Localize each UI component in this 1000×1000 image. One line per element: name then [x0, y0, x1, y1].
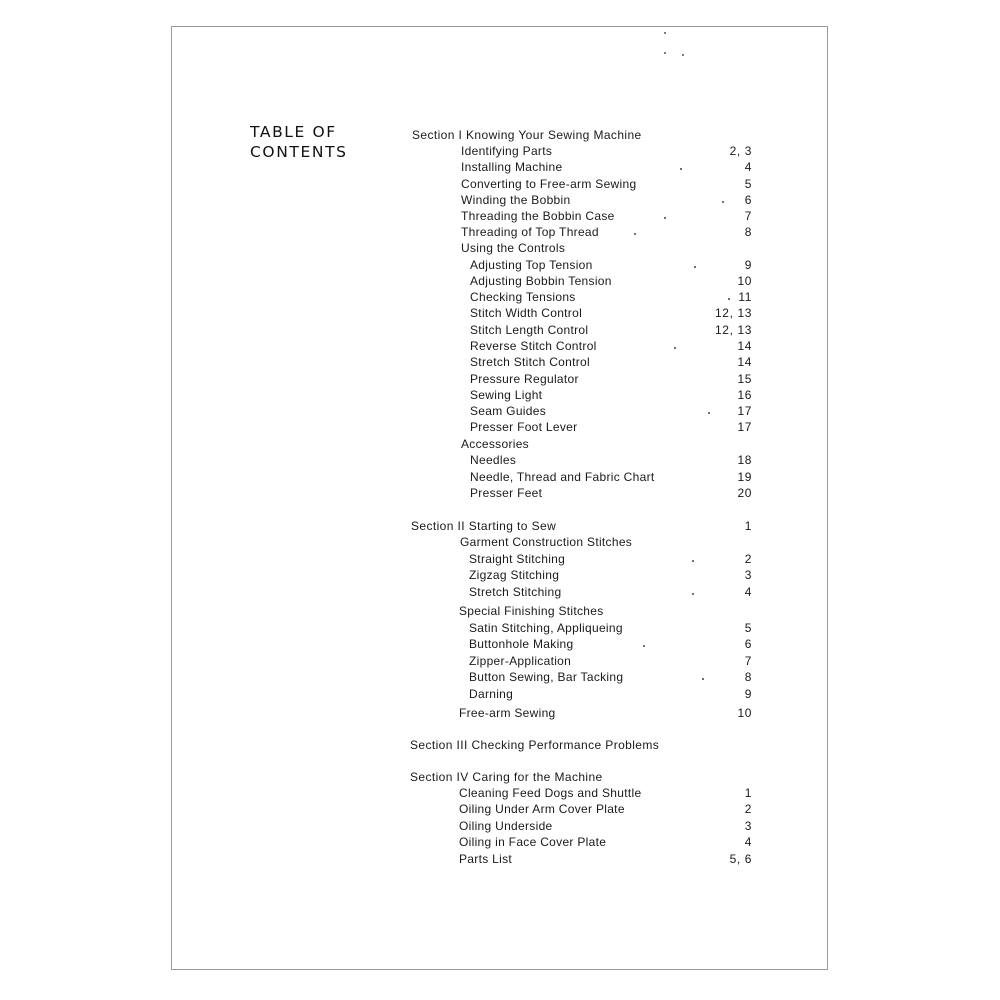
toc-section-title: Section II Starting to Sew	[411, 519, 557, 533]
toc-entry-row	[0, 834, 1000, 850]
toc-entry-row	[0, 208, 1000, 224]
toc-entry-label: Installing Machine	[461, 160, 563, 174]
toc-entry-label: Needle, Thread and Fabric Chart	[470, 470, 655, 484]
toc-page-number: 9	[744, 687, 752, 701]
toc-entry-row	[0, 387, 1000, 403]
scan-speck	[682, 54, 684, 56]
toc-entry-row	[0, 354, 1000, 370]
toc-entry-label: Needles	[470, 453, 517, 467]
toc-heading-line-1: TABLE OF	[250, 123, 337, 141]
toc-page-number: 10	[737, 274, 752, 288]
toc-entry-row	[0, 192, 1000, 208]
toc-page-number: 17	[737, 420, 752, 434]
scan-speck	[680, 168, 682, 170]
toc-entry-label: Oiling in Face Cover Plate	[459, 835, 607, 849]
toc-entry-label: Free-arm Sewing	[459, 706, 556, 720]
scan-speck	[722, 201, 724, 203]
scan-speck	[692, 560, 694, 562]
toc-entry-row	[0, 338, 1000, 354]
toc-entry-row	[0, 801, 1000, 817]
toc-entry-label: Stitch Length Control	[470, 323, 589, 337]
toc-page-number: 14	[737, 355, 752, 369]
toc-page-number: 4	[744, 585, 752, 599]
toc-entry-row	[0, 452, 1000, 468]
toc-entry-label: Pressure Regulator	[470, 372, 579, 386]
toc-entry-label: Oiling Under Arm Cover Plate	[459, 802, 625, 816]
toc-entry-label: Stretch Stitching	[469, 585, 562, 599]
toc-section-title: Section III Checking Performance Problems	[410, 738, 660, 752]
scan-speck	[728, 298, 730, 300]
toc-entry-label: Presser Feet	[470, 486, 543, 500]
toc-entry-row	[0, 240, 1000, 256]
toc-entry-label: Identifying Parts	[461, 144, 553, 158]
toc-entry-row	[0, 686, 1000, 702]
toc-section-title: Section I Knowing Your Sewing Machine	[412, 128, 642, 142]
toc-entry-label: Converting to Free-arm Sewing	[461, 177, 637, 191]
toc-page-number: 8	[744, 670, 752, 684]
toc-entry-row	[0, 705, 1000, 721]
toc-page-number: 6	[744, 193, 752, 207]
toc-page-number: 4	[744, 835, 752, 849]
toc-entry-row	[0, 818, 1000, 834]
toc-entry-row	[0, 567, 1000, 583]
toc-page-number: 11	[738, 290, 752, 304]
toc-page-number: 4	[744, 160, 752, 174]
toc-entry-label: Zipper-Application	[469, 654, 572, 668]
toc-entry-label: Satin Stitching, Appliqueing	[469, 621, 623, 635]
toc-page-number: 5	[744, 621, 752, 635]
toc-entry-label: Threading of Top Thread	[461, 225, 599, 239]
toc-page-number: 1	[744, 519, 752, 533]
toc-page-number: 16	[737, 388, 752, 402]
toc-entry-row	[0, 224, 1000, 240]
scan-speck	[708, 412, 710, 414]
toc-page-number: 12, 13	[715, 306, 752, 320]
toc-entry-label: Threading the Bobbin Case	[461, 209, 615, 223]
toc-page-number: 20	[737, 486, 752, 500]
toc-entry-row	[0, 669, 1000, 685]
toc-page-number: 3	[744, 568, 752, 582]
toc-entry-row	[0, 534, 1000, 550]
toc-entry-row	[0, 403, 1000, 419]
toc-page-number: 19	[737, 470, 752, 484]
toc-entry-row	[0, 273, 1000, 289]
toc-entry-label: Seam Guides	[470, 404, 547, 418]
toc-entry-row	[0, 305, 1000, 321]
toc-page-number: 17	[737, 404, 752, 418]
toc-entry-row	[0, 469, 1000, 485]
scan-speck	[664, 217, 666, 219]
scan-speck	[674, 347, 676, 349]
toc-entry-label: Oiling Underside	[459, 819, 553, 833]
toc-entry-label: Special Finishing Stitches	[459, 604, 604, 618]
toc-page-number: 8	[744, 225, 752, 239]
toc-page-number: 3	[744, 819, 752, 833]
toc-entry-row	[0, 636, 1000, 652]
toc-section-row	[0, 127, 1000, 143]
toc-entry-row	[0, 176, 1000, 192]
toc-entry-label: Adjusting Top Tension	[470, 258, 593, 272]
toc-entry-label: Stitch Width Control	[470, 306, 583, 320]
toc-page-number: 14	[737, 339, 752, 353]
toc-entry-label: Button Sewing, Bar Tacking	[469, 670, 624, 684]
toc-entry-row	[0, 584, 1000, 600]
toc-page-number: 2	[744, 802, 752, 816]
toc-page-number: 18	[737, 453, 752, 467]
toc-entry-label: Stretch Stitch Control	[470, 355, 590, 369]
toc-entry-row	[0, 143, 1000, 159]
scan-speck	[664, 52, 666, 54]
toc-entry-row	[0, 371, 1000, 387]
toc-page-number: 6	[744, 637, 752, 651]
toc-entry-row	[0, 851, 1000, 867]
toc-entry-label: Cleaning Feed Dogs and Shuttle	[459, 786, 642, 800]
toc-section-row	[0, 518, 1000, 534]
toc-entry-label: Accessories	[461, 437, 529, 451]
toc-entry-label: Zigzag Stitching	[469, 568, 560, 582]
toc-entry-row	[0, 419, 1000, 435]
toc-page-number: 10	[737, 706, 752, 720]
toc-page-number: 2	[744, 552, 752, 566]
toc-page-number: 1	[744, 786, 752, 800]
toc-entry-label: Using the Controls	[461, 241, 566, 255]
toc-page-number: 2, 3	[729, 144, 752, 158]
toc-entry-row	[0, 785, 1000, 801]
toc-section-row	[0, 769, 1000, 785]
toc-entry-label: Straight Stitching	[469, 552, 566, 566]
toc-heading-line-2: CONTENTS	[250, 143, 348, 161]
toc-page-number: 7	[744, 654, 752, 668]
toc-entry-row	[0, 620, 1000, 636]
toc-entry-label: Parts List	[459, 852, 513, 866]
toc-page-number: 15	[737, 372, 752, 386]
toc-page-number: 12, 13	[715, 323, 752, 337]
toc-entry-row	[0, 289, 1000, 305]
toc-section-title: Section IV Caring for the Machine	[410, 770, 603, 784]
toc-entry-row	[0, 436, 1000, 452]
toc-page-number: 5	[744, 177, 752, 191]
toc-page-number: 5, 6	[729, 852, 752, 866]
toc-entry-row	[0, 159, 1000, 175]
scan-speck	[634, 233, 636, 235]
toc-entry-label: Darning	[469, 687, 514, 701]
toc-page-number: 7	[744, 209, 752, 223]
toc-entry-row	[0, 653, 1000, 669]
toc-entry-row	[0, 603, 1000, 619]
toc-entry-row	[0, 257, 1000, 273]
toc-entry-label: Adjusting Bobbin Tension	[470, 274, 612, 288]
scan-speck	[692, 593, 694, 595]
toc-entry-label: Presser Foot Lever	[470, 420, 578, 434]
toc-entry-row	[0, 322, 1000, 338]
scan-speck	[643, 645, 645, 647]
toc-entry-row	[0, 551, 1000, 567]
scan-speck	[694, 266, 696, 268]
toc-section-row	[0, 737, 1000, 753]
scan-speck	[702, 678, 704, 680]
toc-entry-label: Buttonhole Making	[469, 637, 574, 651]
toc-entry-row	[0, 485, 1000, 501]
toc-page-number: 9	[744, 258, 752, 272]
scan-speck	[664, 32, 666, 34]
toc-entry-label: Sewing Light	[470, 388, 543, 402]
toc-entry-label: Winding the Bobbin	[461, 193, 571, 207]
toc-entry-label: Reverse Stitch Control	[470, 339, 597, 353]
toc-entry-label: Checking Tensions	[470, 290, 576, 304]
toc-entry-label: Garment Construction Stitches	[460, 535, 633, 549]
